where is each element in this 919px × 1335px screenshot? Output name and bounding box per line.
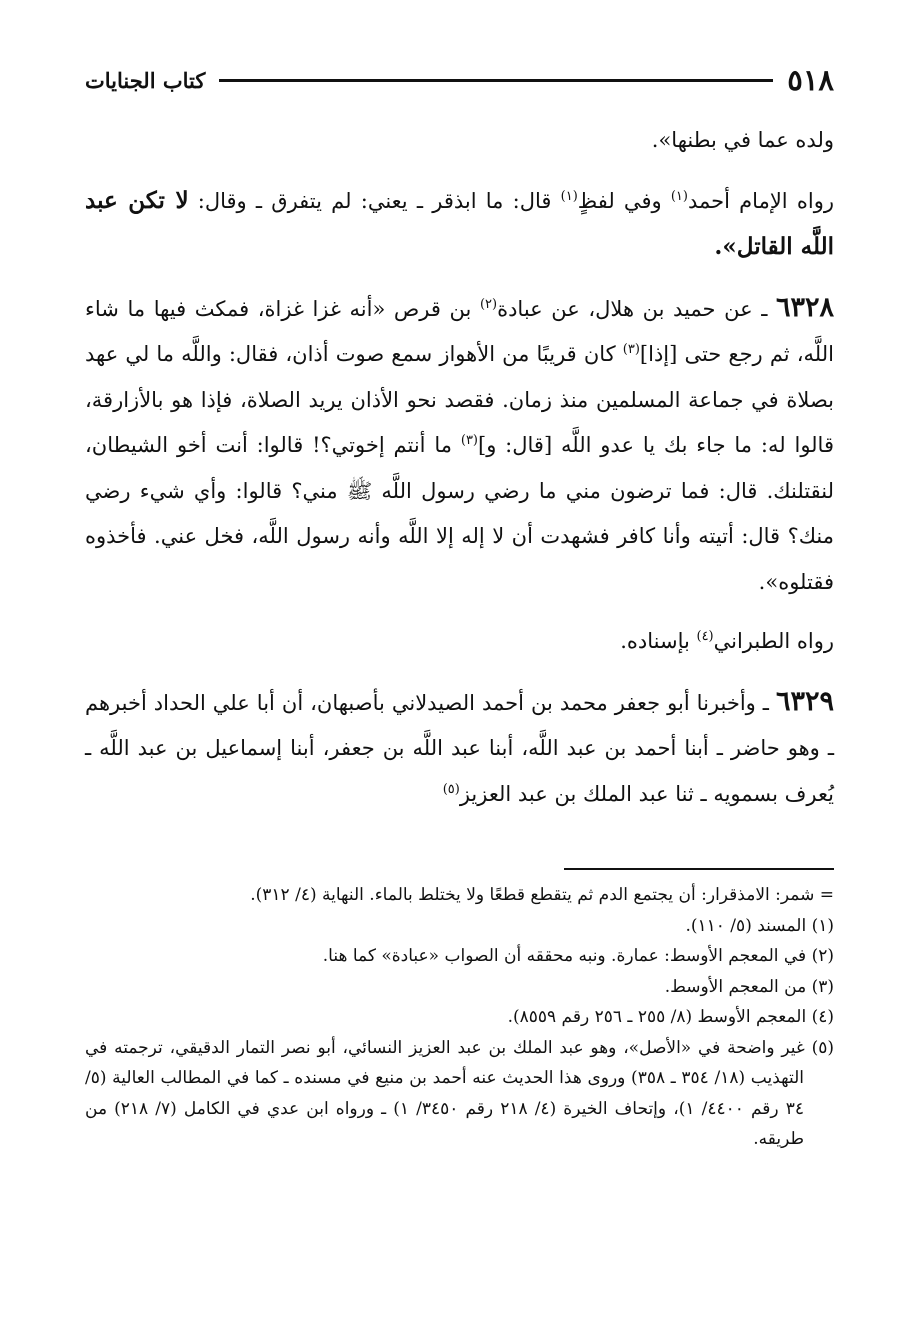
text-span: رواه الطبراني: [713, 629, 834, 653]
footnote-ref: (١): [560, 188, 578, 204]
footnote-ref: (٣): [460, 433, 478, 448]
paragraph-narration-tabarani: [85, 619, 834, 665]
bold-quote: لا تكن عبد اللَّه القاتل».: [85, 186, 834, 260]
text-span: رواه الإمام أحمد: [687, 188, 834, 213]
chapter-title: كتاب الجنايات: [85, 67, 206, 93]
footnote-ref: (٤): [696, 629, 714, 644]
text-span: ـ عن حميد بن هلال، عن عبادة: [497, 296, 776, 321]
hadith-number: ٦٣٢٨: [776, 291, 835, 323]
page-header: [85, 60, 834, 100]
footnote-2: (٢) في المعجم الأوسط: عمارة. ونبه محققه أن الصواب «عبادة» كما هنا.: [322, 946, 834, 966]
text-span: قال: ما ابذقر ـ يعني: لم يتفرق ـ وقال:: [197, 188, 561, 213]
hadith-6328: [85, 285, 834, 606]
text-span: وفي لفظٍ: [577, 188, 671, 213]
main-text: [85, 118, 834, 817]
text-span: ـ وأخبرنا أبو جعفر محمد بن أحمد الصيدلاني بأصبهان، أن أبا علي الحداد أخبرهم ـ وهو حاضر ـ أبنا أحمد بن عبد اللَّه، أبنا عبد اللَّه بن جعفر، أبنا إسماعيل بن عبد اللَّه ـ يُعرف بسمويه ـ ثنا عبد الملك بن عبد العزيز: [85, 690, 834, 806]
footnote-ref: (٣): [622, 342, 640, 357]
paragraph-narration-ahmad: [85, 178, 834, 271]
text-span: بن قرص «أنه غزا غزاة، فمكث فيها ما شاء اللَّه، ثم رجع حتى [إذا]: [85, 296, 834, 366]
header-rule: [219, 79, 773, 82]
page-number: ٥١٨: [787, 63, 834, 97]
footnotes: [85, 880, 834, 1155]
text-span: بإسناده.: [620, 629, 697, 653]
footnote-ref: (٢): [479, 296, 498, 312]
footnote-ref: (١): [670, 188, 688, 204]
text-span: كان قريبًا من الأهواز سمع صوت أذان، فقال: واللَّه ما لي عهد بصلاة في جماعة المسلمين منذ زمان. فقصد نحو الأذان يريد الصلاة، فإذا هو بالأزارقة، قالوا له: ما جاء بك يا عدو اللَّه [قال: و]: [85, 342, 834, 457]
footnote-ref: (٥): [442, 781, 460, 797]
footnote-1: (١) المسند (٥/ ١١٠).: [685, 915, 834, 936]
hadith-6329: [85, 679, 834, 818]
footnote-5: (٥) غير واضحة في «الأصل»، وهو عبد الملك بن عبد العزيز النسائي، أبو نصر التمار الدقيقي، ترجمته في التهذيب (١٨/ ٣٥٤ ـ ٣٥٨) وروى هذا الحديث عنه أحمد بن منيع في مسنده ـ كما في المطالب العالية (٥/ ٣٤ رقم ٤٤٠٠/ ١)، وإتحاف الخيرة (٤/ ٢١٨ رقم ٣٤٥٠/ ١) ـ ورواه ابن عدي في الكامل (٧/ ٢١٨) من طريقه.: [85, 1037, 834, 1149]
footnote-separator: [564, 868, 834, 870]
paragraph-continuation: ولده عما في بطنها».: [651, 128, 834, 152]
footnote-4: (٤) المعجم الأوسط (٨/ ٢٥٥ ـ ٢٥٦ رقم ٨٥٥٩).: [507, 1007, 834, 1027]
footnote-3: (٣) من المعجم الأوسط.: [664, 976, 834, 997]
hadith-number: ٦٣٢٩: [775, 685, 834, 717]
footnote-continuation: = شمر: الامذقرار: أن يجتمع الدم ثم يتقطع قطعًا ولا يختلط بالماء. النهاية (٤/ ٣١٢).: [250, 885, 834, 905]
text-span: ما أنتم إخوتي؟! قالوا: أنت أخو الشيطان، لنقتلنك. قال: فما ترضون مني ما رضي رسول اللَّه ﷺ مني؟ قالوا: وأي شيء رضي منك؟ قال: أتيته وأنا كافر فشهدت أن لا إله إلا اللَّه وأنه رسول اللَّه، فخل عني. فأخذوه فقتلوه».: [85, 433, 834, 594]
